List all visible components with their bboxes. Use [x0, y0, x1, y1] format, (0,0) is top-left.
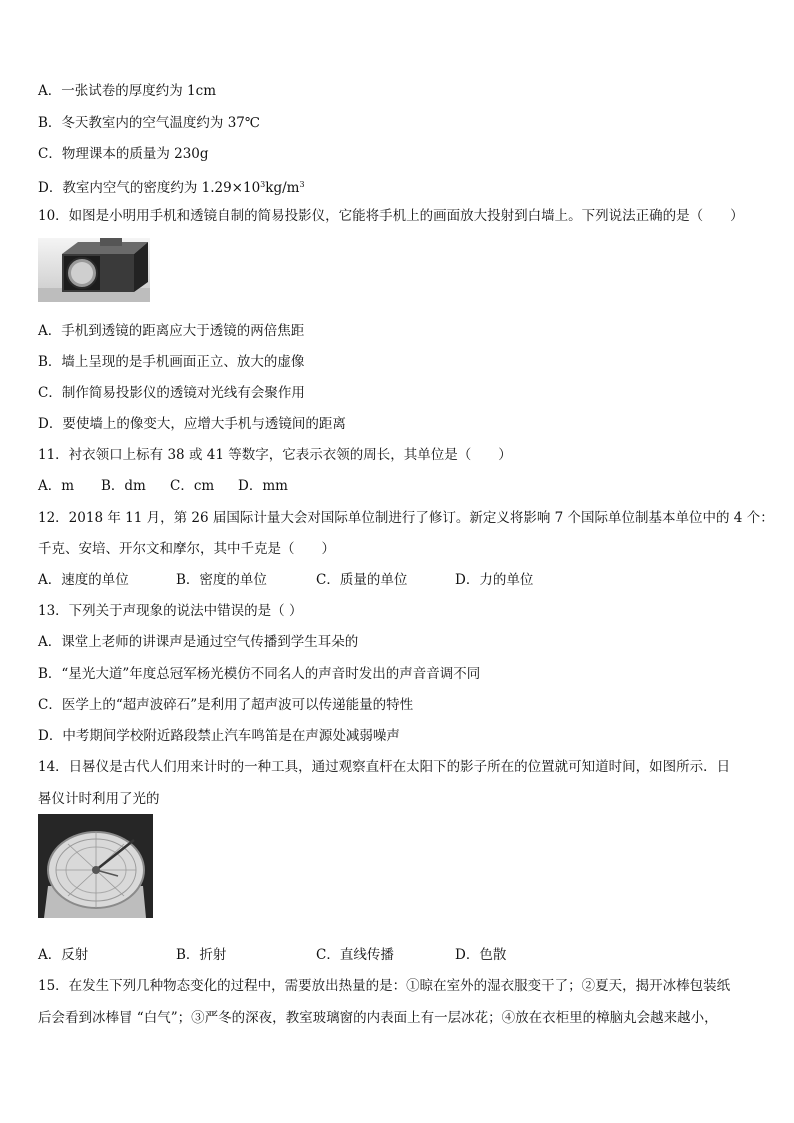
q14-options: [38, 945, 506, 965]
q15-stem-line1: 15．在发生下列几种物态变化的过程中，需要放出热量的是：①晾在室外的湿衣服变干了；②夏天，揭开冰棒包装纸: [38, 978, 731, 994]
q12-option-b: B．密度的单位: [176, 572, 267, 588]
q11-option-a: A．m: [38, 478, 75, 494]
q12-option-d: D．力的单位: [455, 572, 534, 588]
q9-option-d-exponent: 3: [260, 180, 266, 189]
q15-stem-line2: 后会看到冰棒冒 “白气”；③严冬的深夜，教室玻璃窗的内表面上有一层冰花；④放在衣柜里的樟脑丸会越来越小，: [38, 1010, 718, 1026]
q11-option-b: B．dm: [101, 478, 146, 494]
q9-option-b: B．冬天教室内的空气温度约为 37℃: [38, 115, 260, 131]
projector-illustration: [38, 238, 150, 302]
q10-option-a: A．手机到透镜的距离应大于透镜的两倍焦距: [38, 323, 305, 339]
sundial-illustration: [38, 814, 153, 918]
q9-option-a: A．一张试卷的厚度约为 1cm: [38, 83, 216, 99]
q14-stem-line1: 14．日晷仪是古代人们用来计时的一种工具，通过观察直杆在太阳下的影子所在的位置就可知道时间，如图所示．日: [38, 759, 731, 775]
q12-option-a: A．速度的单位: [38, 572, 129, 588]
q13-option-b: B．“星光大道”年度总冠军杨光模仿不同名人的声音时发出的声音音调不同: [38, 666, 481, 682]
projector-photo: [38, 238, 150, 302]
q11-option-d: D．mm: [238, 478, 288, 494]
q10-option-c: C．制作简易投影仪的透镜对光线有会聚作用: [38, 385, 305, 401]
q9-option-d-unit-exponent: 3: [299, 180, 305, 189]
q13-option-d: D．中考期间学校附近路段禁止汽车鸣笛是在声源处减弱噪声: [38, 728, 400, 744]
q11-options: [38, 476, 288, 496]
q13-stem: 13．下列关于声现象的说法中错误的是（ ）: [38, 603, 303, 619]
q10-option-d: D．要使墙上的像变大，应增大手机与透镜间的距离: [38, 416, 346, 432]
q14-stem-line2: 晷仪计时利用了光的: [38, 791, 160, 807]
q10-option-b: B．墙上呈现的是手机画面正立、放大的虚像: [38, 354, 305, 370]
q14-option-d: D．色散: [455, 947, 507, 963]
q11-stem: 11．衬衣领口上标有 38 或 41 等数字，它表示衣领的周长，其单位是（ ）: [38, 447, 512, 463]
q10-stem: 10．如图是小明用手机和透镜自制的简易投影仪，它能将手机上的画面放大投射到白墙上。下列说法正确的是（ ）: [38, 208, 744, 224]
q11-option-c: C．cm: [170, 478, 215, 494]
q12-stem-line1: 12．2018 年 11 月，第 26 届国际计量大会对国际单位制进行了修订。新定义将影响 7 个国际单位制基本单位中的 4 个：: [38, 510, 774, 526]
q9-option-c: C．物理课本的质量为 230g: [38, 146, 209, 162]
q14-option-b: B．折射: [176, 947, 227, 963]
q9-option-d-unit: kg/m: [265, 180, 300, 196]
q12-options: [38, 570, 533, 590]
q12-stem-line2: 千克、安培、开尔文和摩尔，其中千克是（ ）: [38, 541, 335, 557]
q13-option-c: C．医学上的“超声波碎石”是利用了超声波可以传递能量的特性: [38, 697, 414, 713]
q9-option-d-text: D．教室内空气的密度约为 1.29×10: [38, 180, 261, 196]
q12-option-c: C．质量的单位: [316, 572, 408, 588]
q13-option-a: A．课堂上老师的讲课声是通过空气传播到学生耳朵的: [38, 634, 359, 650]
q14-option-c: C．直线传播: [316, 947, 394, 963]
q9-option-d: [38, 175, 305, 198]
q14-option-a: A．反射: [38, 947, 89, 963]
sundial-photo: [38, 814, 153, 918]
